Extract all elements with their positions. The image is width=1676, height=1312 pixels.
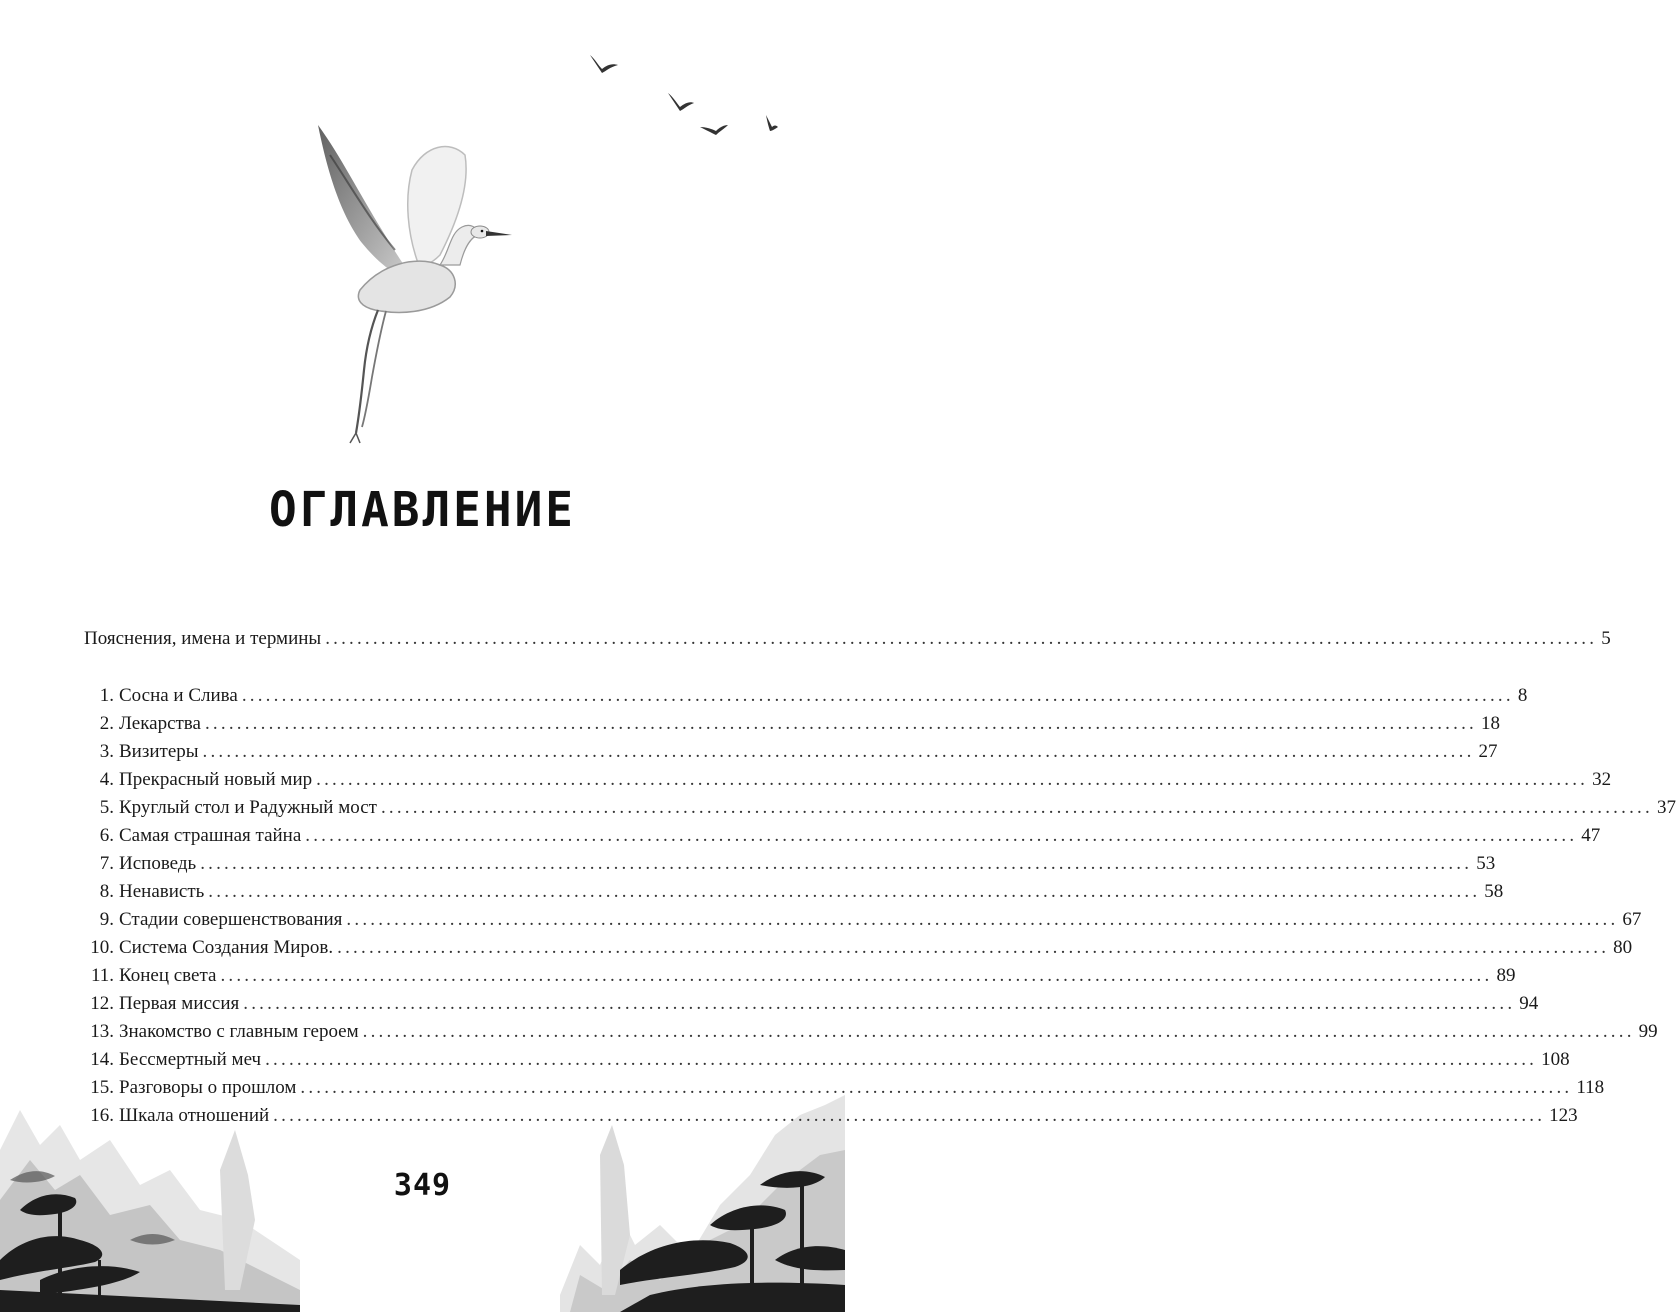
toc-entry-number: 5. bbox=[99, 797, 114, 818]
dot-leader: ................................................................................................................................................................ bbox=[305, 825, 1578, 846]
toc-entry-preface[interactable] bbox=[84, 626, 1611, 652]
toc-entry-page: 37 bbox=[1656, 797, 1676, 818]
toc-entry-number: 13. bbox=[90, 1021, 114, 1042]
toc-entry-page: 108 bbox=[1541, 1049, 1570, 1070]
dot-leader: ................................................................................................................................................................ bbox=[200, 853, 1473, 874]
toc-entry[interactable] bbox=[84, 935, 1633, 961]
toc-entry-title: Бессмертный меч bbox=[119, 1049, 262, 1070]
dot-leader: ................................................................................................................................................................ bbox=[325, 628, 1598, 649]
dot-leader: ................................................................................................................................................................ bbox=[316, 769, 1589, 790]
toc-entry-page: 32 bbox=[1592, 769, 1612, 790]
dot-leader: ................................................................................................................................................................ bbox=[241, 685, 1514, 706]
dot-leader: ................................................................................................................................................................ bbox=[273, 1105, 1546, 1126]
toc-entry-page: 8 bbox=[1517, 685, 1528, 706]
toc-entry-page: 123 bbox=[1549, 1105, 1578, 1126]
flying-birds-illustration bbox=[580, 45, 790, 145]
dot-leader: ................................................................................................................................................................ bbox=[202, 741, 1475, 762]
toc-entry-title: Прекрасный новый мир bbox=[119, 769, 313, 790]
toc-entry-number: 2. bbox=[99, 713, 114, 734]
toc-entry-number: 16. bbox=[90, 1105, 114, 1126]
toc-entry[interactable] bbox=[84, 1103, 1578, 1129]
dot-leader: ................................................................................................................................................................ bbox=[220, 965, 1493, 986]
toc-entry-number: 8. bbox=[99, 881, 114, 902]
dot-leader: ................................................................................................................................................................ bbox=[204, 713, 1477, 734]
toc-entry-number: 10. bbox=[90, 937, 114, 958]
dot-leader: ................................................................................................................................................................ bbox=[208, 881, 1481, 902]
toc-entry-number: 4. bbox=[99, 769, 114, 790]
toc-entry-page: 47 bbox=[1581, 825, 1601, 846]
toc-entry-number: 14. bbox=[90, 1049, 114, 1070]
toc-entry-number: 1. bbox=[99, 685, 114, 706]
crane-illustration bbox=[300, 115, 530, 445]
toc-entry-title: Конец света bbox=[119, 965, 217, 986]
toc-entry-title: Знакомство с главным героем bbox=[119, 1021, 359, 1042]
toc-entry[interactable] bbox=[84, 907, 1642, 933]
toc-entry-page: 89 bbox=[1496, 965, 1516, 986]
toc-entry[interactable] bbox=[84, 767, 1612, 793]
toc-entry-title: Первая миссия bbox=[119, 993, 240, 1014]
toc-entry-page: 5 bbox=[1601, 628, 1611, 649]
toc-entry[interactable] bbox=[84, 851, 1496, 877]
toc-entry[interactable] bbox=[84, 795, 1676, 821]
toc-entry-page: 27 bbox=[1478, 741, 1498, 762]
toc-entry-title: Стадии совершенствования bbox=[119, 909, 343, 930]
toc-entry[interactable] bbox=[84, 1047, 1570, 1073]
toc-entry-number: 7. bbox=[99, 853, 114, 874]
toc-entry-page: 18 bbox=[1480, 713, 1500, 734]
toc-entry-number: 15. bbox=[90, 1077, 114, 1098]
toc-entry-title: Шкала отношений bbox=[119, 1105, 270, 1126]
dot-leader: ................................................................................................................................................................ bbox=[337, 937, 1610, 958]
toc-entry-title: Лекарства bbox=[119, 713, 201, 734]
dot-leader: ................................................................................................................................................................ bbox=[346, 909, 1619, 930]
toc-entry-page: 58 bbox=[1484, 881, 1504, 902]
toc-entry-page: 80 bbox=[1613, 937, 1633, 958]
toc-entry[interactable] bbox=[84, 683, 1528, 709]
toc-entry[interactable] bbox=[84, 1075, 1605, 1101]
toc-entry-title: Сосна и Слива bbox=[119, 685, 238, 706]
toc-entry-title: Самая страшная тайна bbox=[119, 825, 302, 846]
toc-entry-title: Пояснения, имена и термины bbox=[84, 628, 322, 649]
dot-leader: ................................................................................................................................................................ bbox=[243, 993, 1516, 1014]
toc-entry-page: 67 bbox=[1622, 909, 1642, 930]
toc-entry[interactable] bbox=[84, 1019, 1658, 1045]
toc-entry[interactable] bbox=[84, 991, 1539, 1017]
toc-entry[interactable] bbox=[84, 823, 1601, 849]
toc-entry[interactable] bbox=[84, 879, 1504, 905]
table-of-contents-heading: ОГЛАВЛЕНИЕ bbox=[269, 480, 576, 538]
page-number: 349 bbox=[393, 1168, 452, 1203]
toc-entry[interactable] bbox=[84, 739, 1498, 765]
toc-entry-page: 118 bbox=[1576, 1077, 1605, 1098]
toc-entry-number: 12. bbox=[90, 993, 114, 1014]
dot-leader: ................................................................................................................................................................ bbox=[380, 797, 1653, 818]
dot-leader: ................................................................................................................................................................ bbox=[362, 1021, 1635, 1042]
toc-entry-title: Круглый стол и Радужный мост bbox=[119, 797, 377, 818]
toc-entry-number: 9. bbox=[99, 909, 114, 930]
toc-entry-title: Исповедь bbox=[119, 853, 197, 874]
toc-entry-page: 99 bbox=[1638, 1021, 1658, 1042]
toc-entry-number: 6. bbox=[99, 825, 114, 846]
toc-entry-page: 94 bbox=[1519, 993, 1539, 1014]
toc-entry-title: Визитеры bbox=[119, 741, 199, 762]
toc-entry-number: 3. bbox=[99, 741, 114, 762]
dot-leader: ................................................................................................................................................................ bbox=[265, 1049, 1538, 1070]
toc-entry-title: Ненависть bbox=[119, 881, 205, 902]
toc-entry-title: Система Создания Миров. bbox=[119, 937, 334, 958]
toc-entry-page: 53 bbox=[1476, 853, 1496, 874]
dot-leader: ................................................................................................................................................................ bbox=[300, 1077, 1573, 1098]
toc-entry-title: Разговоры о прошлом bbox=[119, 1077, 297, 1098]
toc-entry-number: 11. bbox=[90, 965, 114, 986]
toc-entry[interactable] bbox=[84, 963, 1516, 989]
toc-entry[interactable] bbox=[84, 711, 1500, 737]
